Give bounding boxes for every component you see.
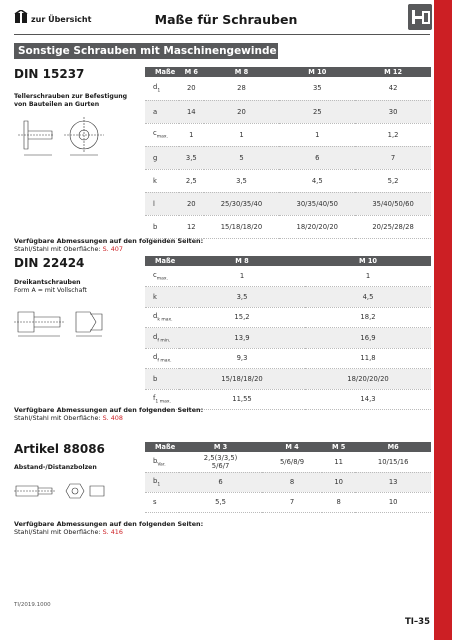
din22424-availability <box>14 406 203 422</box>
din15237-title: DIN 15237 <box>14 67 85 81</box>
table-cell: 30/35/40/50 <box>279 192 355 215</box>
table-row <box>145 266 431 287</box>
row-label: $d_{f max.}$ <box>145 348 179 369</box>
din22424-avail-text: Stahl/Stahl mit Oberfläche: <box>14 414 103 422</box>
din22424-page-link[interactable]: S. 408 <box>102 414 123 422</box>
table-row <box>145 215 431 238</box>
row-label: k <box>145 287 179 308</box>
art88086-subtitle: Abstand-/Distanzbolzen <box>14 464 97 471</box>
din15237-subtitle-2: von Bauteilen an Gurten <box>14 101 100 108</box>
table-cell: 14 <box>179 100 204 123</box>
page-number: TI–35 <box>404 617 430 627</box>
table-row <box>145 287 431 308</box>
din22424-col-header: M 8 <box>179 256 305 266</box>
table-cell: 30 <box>355 100 431 123</box>
table-row <box>145 328 431 349</box>
row-label: g <box>145 146 179 169</box>
table-cell: 18/20/20/20 <box>305 369 431 390</box>
table-cell: 9,3 <box>179 348 305 369</box>
table-cell: 7 <box>355 146 431 169</box>
art88086-col-header: M 5 <box>322 442 355 452</box>
art88086-col-header: M 4 <box>262 442 322 452</box>
din15237-availability <box>14 237 203 253</box>
table-cell: 6 <box>279 146 355 169</box>
table-cell: 1 <box>279 123 355 146</box>
din22424-subtitle-1: Dreikantschrauben <box>14 279 81 286</box>
din22424-col-header: M 10 <box>305 256 431 266</box>
din22424-technical-drawing <box>14 306 110 338</box>
table-cell: 2,5 <box>179 169 204 192</box>
table-cell: 11 <box>322 452 355 472</box>
table-cell: 5 <box>204 146 280 169</box>
header-divider <box>14 34 430 35</box>
table-row <box>145 192 431 215</box>
art88086-availability <box>14 520 203 536</box>
table-row <box>145 348 431 369</box>
document-code: TI/2019.1000 <box>14 602 51 608</box>
art88086-avail-text: Stahl/Stahl mit Oberfläche: <box>14 528 103 536</box>
table-cell: 35 <box>279 77 355 100</box>
din15237-page-link[interactable]: S. 407 <box>102 245 123 253</box>
table-cell: 11,8 <box>305 348 431 369</box>
table-cell: 1,2 <box>355 123 431 146</box>
din15237-col-header: M 8 <box>204 67 280 77</box>
table-cell: 8 <box>262 472 322 492</box>
din22424-block <box>14 256 431 405</box>
art88086-col-header: M 3 <box>179 442 262 452</box>
side-accent-bar <box>434 0 452 640</box>
table-cell: 42 <box>355 77 431 100</box>
art88086-title: Artikel 88086 <box>14 442 105 456</box>
table-cell: 10 <box>355 492 431 512</box>
row-label: $f_{1 max.}$ <box>145 389 179 410</box>
table-cell: 20 <box>179 192 204 215</box>
table-cell: 4,5 <box>279 169 355 192</box>
din15237-col-header: Maße <box>145 67 179 77</box>
table-cell: 1 <box>204 123 280 146</box>
table-row <box>145 369 431 390</box>
table-row <box>145 169 431 192</box>
art88086-col-header: Maße <box>145 442 179 452</box>
din22424-title: DIN 22424 <box>14 256 85 270</box>
din15237-subtitle-1: Tellerschrauben zur Befestigung <box>14 93 128 100</box>
din22424-header-row <box>145 256 431 266</box>
table-cell: 13 <box>355 472 431 492</box>
din15237-dimension-table <box>145 67 431 239</box>
din15237-col-header: M 12 <box>355 67 431 77</box>
din15237-avail-heading: Verfügbare Abmessungen auf den folgenden Seiten: <box>14 237 204 245</box>
row-label: b <box>145 215 179 238</box>
section-title: Sonstige Schrauben mit Maschinengewinde <box>14 43 278 59</box>
table-row <box>145 307 431 328</box>
art88086-dimension-table <box>145 442 431 513</box>
table-cell: 3,5 <box>179 146 204 169</box>
table-row <box>145 492 431 512</box>
table-cell: 10/15/16 <box>355 452 431 472</box>
table-cell: 3,5 <box>179 287 305 308</box>
table-cell: 6 <box>179 472 262 492</box>
table-cell: 15,2 <box>179 307 305 328</box>
table-cell: 20 <box>204 100 280 123</box>
table-cell: 4,5 <box>305 287 431 308</box>
table-cell: 28 <box>204 77 280 100</box>
table-cell: 16,9 <box>305 328 431 349</box>
table-cell: 1 <box>179 266 305 287</box>
din15237-technical-drawing <box>14 111 110 159</box>
row-label: a <box>145 100 179 123</box>
table-cell: 25 <box>279 100 355 123</box>
table-cell: 5,2 <box>355 169 431 192</box>
table-cell: 1 <box>179 123 204 146</box>
page-title: Maße für Schrauben <box>154 12 298 27</box>
row-label: $d_{k max.}$ <box>145 307 179 328</box>
table-cell: 14,3 <box>305 389 431 410</box>
table-cell: 3,5 <box>204 169 280 192</box>
table-cell: 5/6/8/9 <box>262 452 322 472</box>
table-cell: 2,5(3/3,5) 5/6/7 <box>179 452 262 472</box>
table-cell: 1 <box>305 266 431 287</box>
art88086-page-link[interactable]: S. 416 <box>102 528 123 536</box>
row-label: $d_1$ <box>145 77 179 100</box>
table-cell: 20 <box>179 77 204 100</box>
din22424-dimension-table <box>145 256 431 410</box>
row-label: b <box>145 369 179 390</box>
row-label: k <box>145 169 179 192</box>
row-label: $c_{max.}$ <box>145 266 179 287</box>
row-label: $b_1$ <box>145 472 179 492</box>
din15237-avail-text: Stahl/Stahl mit Oberfläche: <box>14 245 103 253</box>
row-label: $d_{f min.}$ <box>145 328 179 349</box>
table-cell: 15/18/18/20 <box>179 369 305 390</box>
table-cell: 18,2 <box>305 307 431 328</box>
row-label: s <box>145 492 179 512</box>
table-row <box>145 452 431 472</box>
row-label: $c_{max.}$ <box>145 123 179 146</box>
table-cell: 18/20/20/20 <box>279 215 355 238</box>
row-label: l <box>145 192 179 215</box>
table-cell: 11,55 <box>179 389 305 410</box>
table-row <box>145 146 431 169</box>
table-cell: 35/40/50/60 <box>355 192 431 215</box>
table-cell: 13,9 <box>179 328 305 349</box>
art88086-avail-heading: Verfügbare Abmessungen auf den folgenden Seiten: <box>14 520 204 528</box>
art88086-header-row <box>145 442 431 452</box>
table-cell: 25/30/35/40 <box>204 192 280 215</box>
art88086-block <box>14 442 431 506</box>
table-row <box>145 100 431 123</box>
table-cell: 5,5 <box>179 492 262 512</box>
din22424-subtitle-2: Form A = mit Vollschaft <box>14 287 87 294</box>
din15237-block <box>14 67 431 231</box>
table-row <box>145 472 431 492</box>
table-cell: 20/25/28/28 <box>355 215 431 238</box>
din15237-header-row <box>145 67 431 77</box>
table-cell: 12 <box>179 215 204 238</box>
din22424-avail-heading: Verfügbare Abmessungen auf den folgenden Seiten: <box>14 406 204 414</box>
row-label: $b_{Var.}$ <box>145 452 179 472</box>
din15237-col-header: M 6 <box>179 67 204 77</box>
art88086-technical-drawing <box>14 480 110 502</box>
din22424-col-header: Maße <box>145 256 179 266</box>
table-row <box>145 77 431 100</box>
back-link-label[interactable]: zur Übersicht <box>31 15 92 24</box>
table-cell: 15/18/18/20 <box>204 215 280 238</box>
table-cell: 7 <box>262 492 322 512</box>
din15237-col-header: M 10 <box>279 67 355 77</box>
table-cell: 10 <box>322 472 355 492</box>
table-cell: 8 <box>322 492 355 512</box>
wrench-logo-icon <box>408 4 432 30</box>
table-row <box>145 123 431 146</box>
art88086-col-header: M6 <box>355 442 431 452</box>
